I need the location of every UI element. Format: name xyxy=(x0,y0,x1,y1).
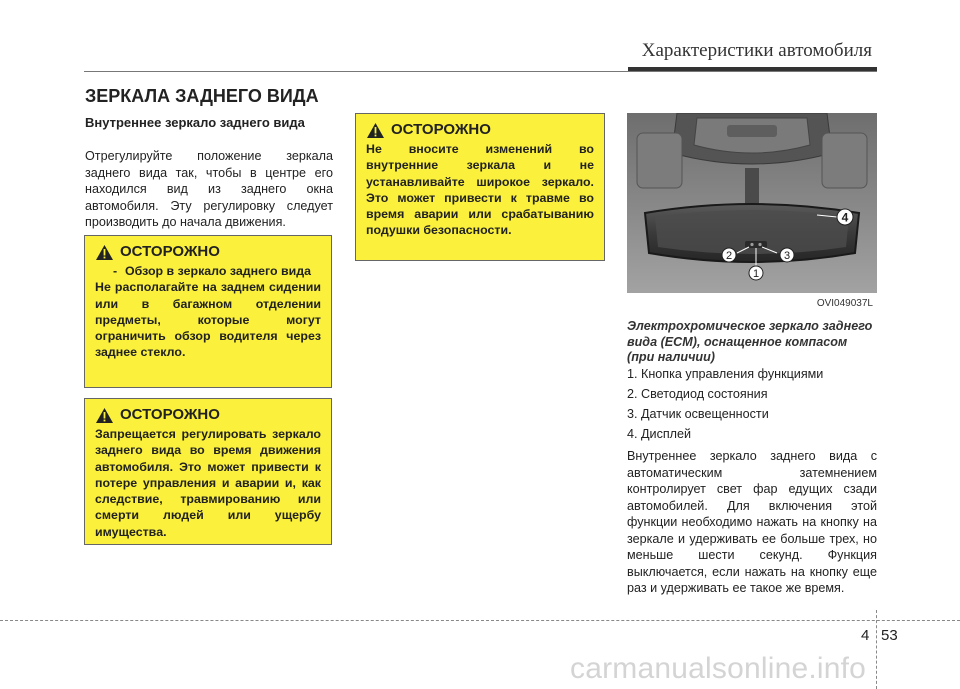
warning-box-no-adjust-while-driving xyxy=(84,398,332,545)
warning-box-view-obstruction xyxy=(84,235,332,388)
warning-heading xyxy=(95,407,321,424)
image-code: OVI049037L xyxy=(816,298,873,309)
intro-paragraph: Отрегулируйте положение зеркала заднего вида так, чтобы в центре его находился вид из заднего окна автомобиля. Эту регулировку следует производить до начала движения. xyxy=(85,149,333,229)
callout-1 xyxy=(749,266,763,280)
chapter-number: 4 xyxy=(861,627,870,644)
svg-text:3: 3 xyxy=(783,250,791,262)
subheading: Внутреннее зеркало заднего вида xyxy=(85,115,305,130)
warning-title: ОСТОРОЖНО xyxy=(120,406,220,424)
warning-bullet xyxy=(95,263,321,279)
warning-heading xyxy=(366,122,594,139)
running-header-title: Характеристики автомобиля xyxy=(641,40,872,61)
list-item: 3. Датчик освещенности xyxy=(627,407,769,421)
list-item: 1. Кнопка управления функциями xyxy=(627,367,824,381)
warning-title: ОСТОРОЖНО xyxy=(391,121,491,139)
svg-text:4: 4 xyxy=(841,210,849,225)
warning-bullet-text: Обзор в зеркало заднего вида xyxy=(125,264,312,278)
list-item: 2. Светодиод состояния xyxy=(627,387,768,401)
ecm-mirror-photo xyxy=(627,113,877,311)
warning-text: Запрещается регулировать зеркало заднего вида во время движения автомобиля. Это может привести к потере управления и аварии и, как следствие, травмированию или смерти людей или ущербу имуществa. xyxy=(95,427,321,539)
warning-triangle-icon xyxy=(95,244,114,261)
warning-heading xyxy=(95,244,321,261)
watermark: carmanualsonline.info xyxy=(570,652,867,685)
figure-caption: Электрохромическое зеркало заднего вида (ECM), оснащенное компасом (при наличии) xyxy=(627,319,873,364)
warning-text: Не вносите изменений во внутренние зеркала и не устанавливайте широкое зеркало. Это может привести к травме во время аварии или срабатыванию подушки безопасности. xyxy=(366,142,594,238)
warning-triangle-icon xyxy=(95,407,114,424)
svg-text:1: 1 xyxy=(752,268,760,280)
page-number: 53 xyxy=(881,627,898,644)
warning-title: ОСТОРОЖНО xyxy=(120,243,220,261)
warning-triangle-icon xyxy=(366,122,385,139)
page-separator xyxy=(876,610,877,689)
ecm-description: Внутреннее зеркало заднего вида с автоматическим затемнением контролирует свет фар едущих сзади автомобилей. Для включения этой функции необходимо нажать на кнопку на зеркале и удерживать ее больше трех, но меньше шести секунд. Функция выключается, если нажать на кнопку еще раз и удерживать ее такое же время. xyxy=(627,449,877,595)
section-title: ЗЕРКАЛА ЗАДНЕГО ВИДА xyxy=(85,86,319,106)
header-rule xyxy=(84,71,877,72)
header-accent-rule xyxy=(628,67,877,71)
component-list xyxy=(627,364,877,444)
list-item: 4. Дисплей xyxy=(627,427,692,441)
callout-3 xyxy=(780,248,794,262)
mirror-illustration xyxy=(627,113,877,311)
callout-2 xyxy=(722,248,736,262)
callout-4 xyxy=(837,209,853,225)
footer-rule xyxy=(0,620,960,621)
warning-box-no-modifications xyxy=(355,113,605,261)
svg-text:2: 2 xyxy=(725,250,733,262)
bullet-dash: - xyxy=(113,264,118,278)
warning-text: Не располагайте на заднем сидении или в багажном отделении предметы, которые могут ограничить обзор водителя через заднее стекло. xyxy=(95,280,321,360)
